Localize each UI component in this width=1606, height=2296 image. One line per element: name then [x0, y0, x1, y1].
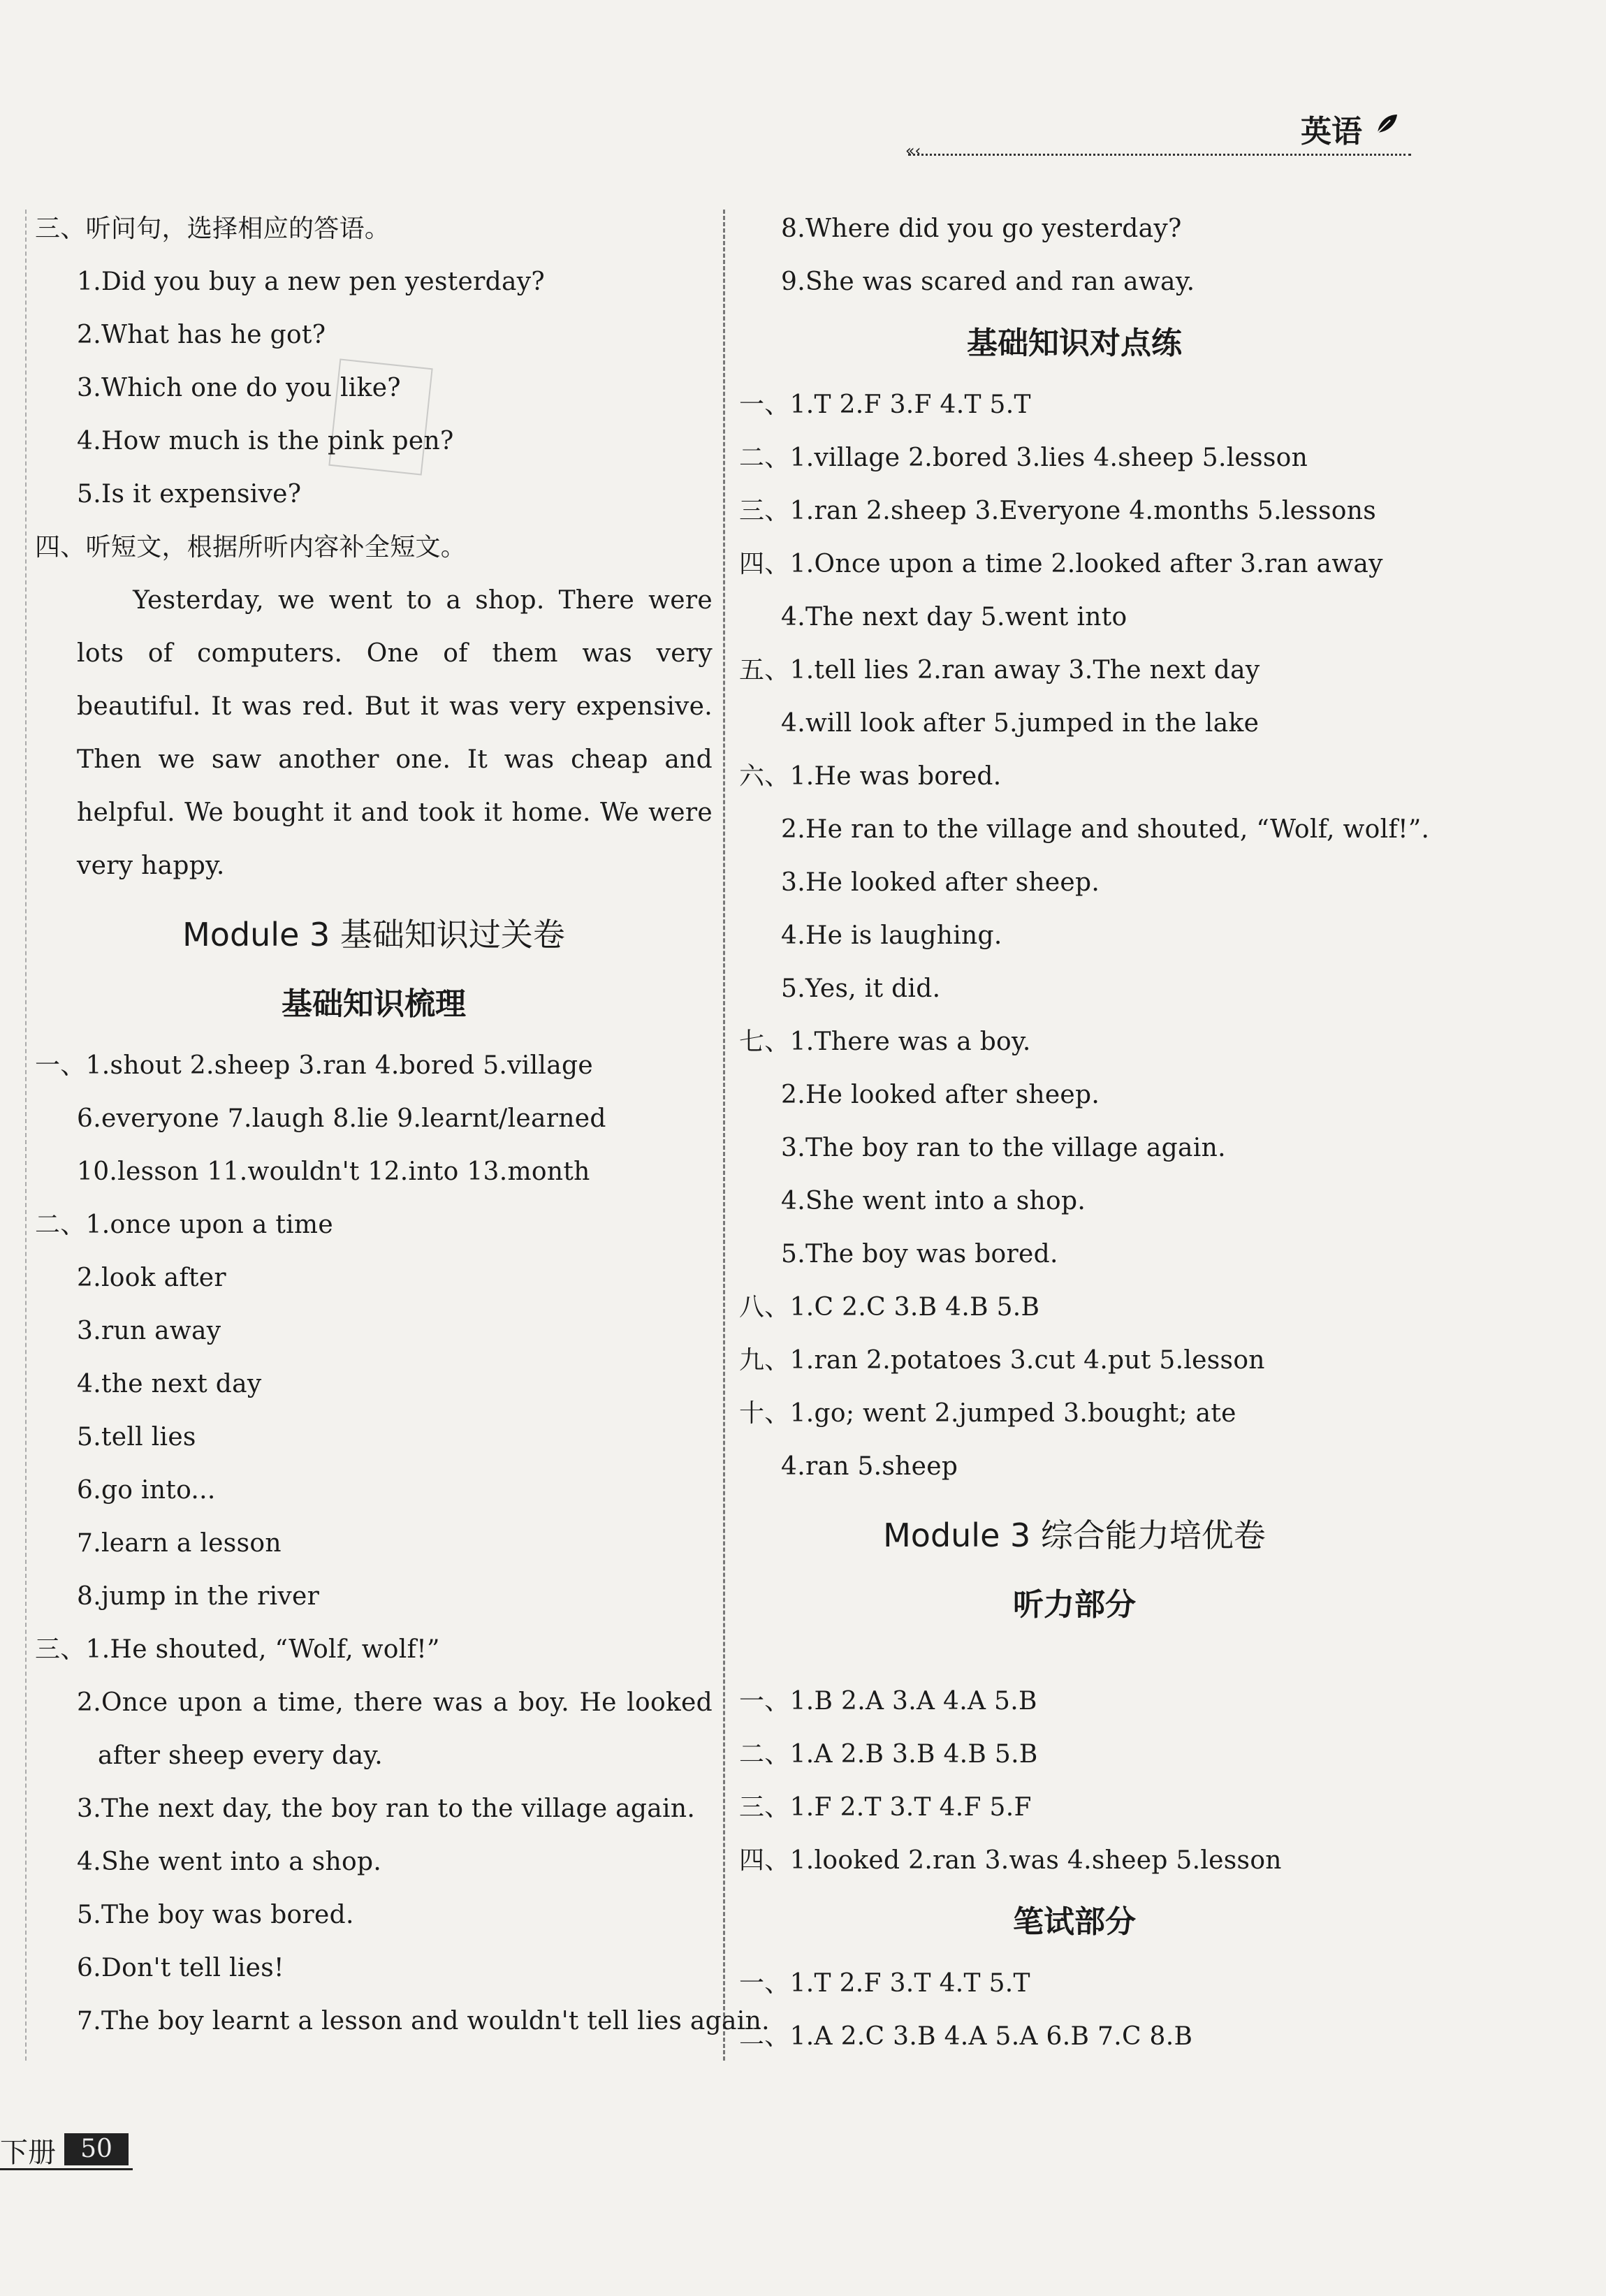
module-heading: Module 3 综合能力培优卷 [883, 1516, 1266, 1554]
line: Then we saw another one. It was cheap and [77, 745, 713, 774]
footer-divider [0, 2168, 133, 2170]
line: 4.How much is the pink pen? [77, 427, 454, 455]
line: 二、1.village 2.bored 3.lies 4.sheep 5.lesson [739, 444, 1308, 472]
line: 2.He looked after sheep. [781, 1081, 1100, 1109]
line: 10.lesson 11.wouldn't 12.into 13.month [77, 1157, 590, 1186]
line: 2.Once upon a time, there was a boy. He looked [77, 1688, 713, 1717]
spacer [739, 1640, 1410, 1675]
header-arrows-icon: «‹ [905, 142, 921, 160]
line: 3.The next day, the boy ran to the village again. [77, 1794, 696, 1823]
line: 三、1.ran 2.sheep 3.Everyone 4.months 5.lessons [739, 497, 1377, 525]
line: 5.tell lies [77, 1423, 196, 1452]
line: 3.Which one do you like? [77, 374, 401, 402]
line: 二、1.A 2.C 3.B 4.A 5.A 6.B 7.C 8.B [739, 2022, 1193, 2051]
line: 4.the next day [77, 1370, 262, 1398]
line: 四、听短文，根据所听内容补全短文。 [35, 533, 467, 562]
line: 八、1.C 2.C 3.B 4.B 5.B [739, 1293, 1040, 1322]
line: 4.will look after 5.jumped in the lake [781, 709, 1260, 738]
line: 6.Don't tell lies! [77, 1954, 284, 1982]
line: beautiful. It was red. But it was very expensive. [77, 692, 713, 721]
line: 三、1.F 2.T 3.T 4.F 5.F [739, 1793, 1032, 1822]
line: 5.Yes, it did. [781, 974, 941, 1003]
line: 一、1.T 2.F 3.F 4.T 5.T [739, 390, 1031, 419]
line: 3.run away [77, 1317, 221, 1345]
module-heading: Module 3 基础知识过关卷 [182, 916, 565, 953]
section-heading: 基础知识对点练 [967, 326, 1182, 361]
line: 4.He is laughing. [781, 921, 1002, 950]
line: 9.She was scared and ran away. [781, 268, 1195, 296]
section-heading: 笔试部分 [1013, 1904, 1136, 1940]
line: 7.The boy learnt a lesson and wouldn't tell lies again. [77, 2007, 770, 2035]
line: very happy. [77, 851, 225, 880]
line: 七、1.There was a boy. [739, 1028, 1031, 1056]
line: 8.jump in the river [77, 1582, 320, 1611]
line: 6.go into... [77, 1476, 216, 1505]
line: 五、1.tell lies 2.ran away 3.The next day [739, 656, 1260, 685]
line: 2.What has he got? [77, 321, 326, 349]
section-heading: 基础知识梳理 [282, 986, 466, 1022]
line: 3.He looked after sheep. [781, 868, 1100, 897]
header-divider [908, 154, 1411, 156]
line: 一、1.T 2.F 3.T 4.T 5.T [739, 1969, 1030, 1998]
right-column [739, 203, 1430, 2063]
left-column [35, 203, 770, 2048]
line: 5.The boy was bored. [781, 1240, 1058, 1268]
line: 二、1.A 2.B 3.B 4.B 5.B [739, 1740, 1038, 1769]
line: 2.look after [77, 1264, 226, 1292]
line: 5.The boy was bored. [77, 1901, 354, 1929]
line: 二、1.once upon a time [35, 1211, 333, 1239]
column-divider [723, 210, 725, 2061]
line: 四、1.looked 2.ran 3.was 4.sheep 5.lesson [739, 1846, 1282, 1875]
line: 3.The boy ran to the village again. [781, 1134, 1226, 1162]
line: Yesterday, we went to a shop. There were [77, 586, 713, 615]
line: 一、1.B 2.A 3.A 4.A 5.B [739, 1687, 1037, 1716]
line: 2.He ran to the village and shouted, “Wolf, wolf!”. [781, 815, 1430, 844]
line: 8.Where did you go yesterday? [781, 214, 1182, 243]
section-heading: 听力部分 [1013, 1587, 1136, 1623]
line: 4.She went into a shop. [77, 1848, 382, 1876]
line: 6.everyone 7.laugh 8.lie 9.learnt/learned [77, 1104, 606, 1133]
line: 4.The next day 5.went into [781, 603, 1127, 631]
line: lots of computers. One of them was very [77, 639, 713, 668]
line: 5.Is it expensive? [77, 480, 302, 509]
line: helpful. We bought it and took it home. We were [77, 798, 713, 827]
subject-title: 英语 [1301, 114, 1362, 149]
volume-label: 下册 [0, 2137, 56, 2169]
page-number: 50 [64, 2133, 129, 2165]
line: 三、1.He shouted, “Wolf, wolf!” [35, 1635, 440, 1664]
line: after sheep every day. [98, 1741, 384, 1770]
left-margin-line [25, 210, 27, 2061]
line: 1.Did you buy a new pen yesterday? [77, 268, 545, 296]
line: 4.She went into a shop. [781, 1187, 1086, 1215]
line: 六、1.He was bored. [739, 762, 1002, 791]
line: 三、听问句，选择相应的答语。 [35, 214, 390, 243]
leaf-icon [1375, 112, 1399, 136]
line: 7.learn a lesson [77, 1529, 282, 1558]
line: 一、1.shout 2.sheep 3.ran 4.bored 5.village [35, 1051, 593, 1080]
line: 九、1.ran 2.potatoes 3.cut 4.put 5.lesson [739, 1346, 1265, 1375]
line: 十、1.go; went 2.jumped 3.bought; ate [739, 1399, 1236, 1428]
line: 4.ran 5.sheep [781, 1452, 958, 1481]
line: 四、1.Once upon a time 2.looked after 3.ran away [739, 550, 1383, 578]
